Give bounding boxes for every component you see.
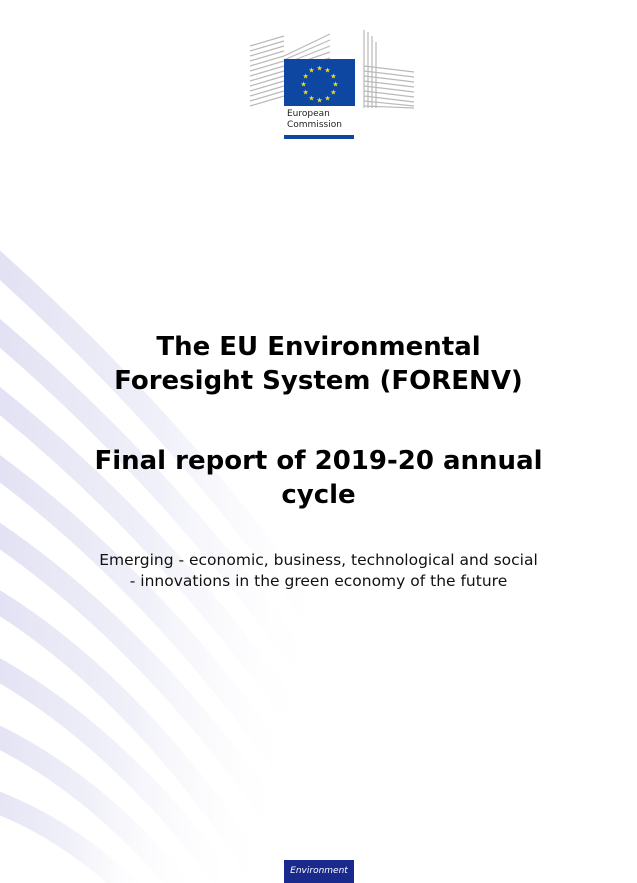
- report-description-line2: - innovations in the green economy of the future: [129, 572, 508, 590]
- svg-text:★: ★: [302, 72, 309, 81]
- svg-text:★: ★: [302, 88, 309, 97]
- svg-text:★: ★: [308, 94, 315, 103]
- svg-text:★: ★: [308, 66, 315, 75]
- report-description: [60, 550, 577, 592]
- logo-caption: [287, 109, 342, 131]
- svg-text:★: ★: [316, 64, 323, 73]
- svg-text:★: ★: [324, 94, 331, 103]
- report-title-line1: The EU Environmental: [156, 332, 481, 362]
- environment-badge: Environment: [284, 860, 354, 883]
- svg-text:★: ★: [316, 96, 323, 105]
- report-subtitle-line1: Final report of 2019-20 annual: [94, 446, 543, 476]
- report-subtitle-line2: cycle: [281, 480, 356, 510]
- svg-text:★: ★: [330, 72, 337, 81]
- svg-text:★: ★: [324, 66, 331, 75]
- logo-caption-line2: Commission: [287, 120, 342, 130]
- svg-text:★: ★: [332, 80, 339, 89]
- logo-caption-line1: European: [287, 109, 330, 119]
- report-subtitle: [40, 444, 597, 512]
- report-description-line1: Emerging - economic, business, technological and social: [99, 551, 538, 569]
- report-title: [40, 330, 597, 398]
- logo-underline-bar: [284, 135, 354, 139]
- svg-text:★: ★: [300, 80, 307, 89]
- svg-text:★: ★: [330, 88, 337, 97]
- report-title-line2: Foresight System (FORENV): [114, 366, 523, 396]
- berlaymont-building-right: [364, 30, 414, 108]
